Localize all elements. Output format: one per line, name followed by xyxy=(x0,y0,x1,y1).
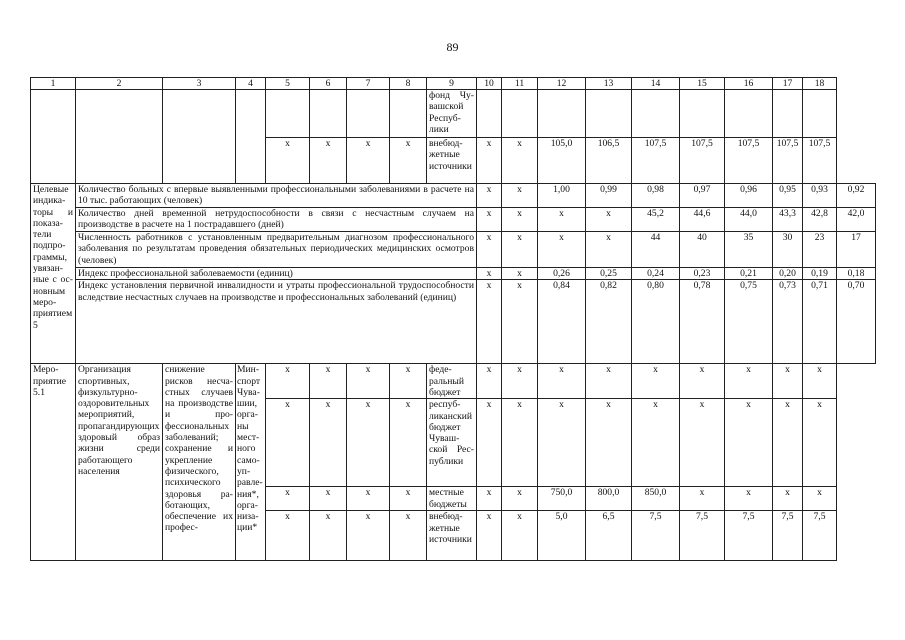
value-cell: 107,5 xyxy=(725,138,773,184)
empty-cell xyxy=(773,90,803,138)
value-cell: 23 xyxy=(803,232,837,268)
value-cell: 107,5 xyxy=(773,138,803,184)
value-cell: х xyxy=(502,280,538,364)
funding-source: местные бюджеты xyxy=(427,487,477,511)
col-header: 11 xyxy=(502,78,538,90)
indicator-row xyxy=(31,268,876,280)
value-cell: 0,75 xyxy=(725,280,773,364)
value-cell: 0,84 xyxy=(538,280,586,364)
value-cell: х xyxy=(477,280,502,364)
value-cell: х xyxy=(310,138,347,184)
value-cell: х xyxy=(538,399,586,487)
col-header: 17 xyxy=(773,78,803,90)
indicators-label: Целевые индикаторы и показатели подпрограммы, увязанные с основным мероприятием 5 xyxy=(31,184,76,364)
value-cell: 0,78 xyxy=(680,280,725,364)
value-cell: х xyxy=(347,364,390,399)
value-cell: 800,0 xyxy=(586,487,632,511)
indicator-text: Индекс профессиональной заболеваемости (единиц) xyxy=(76,268,477,280)
value-cell: х xyxy=(347,511,390,561)
indicator-row xyxy=(31,232,876,268)
value-cell: 0,26 xyxy=(538,268,586,280)
value-cell: х xyxy=(390,138,427,184)
value-cell: 44 xyxy=(632,232,680,268)
value-cell: х xyxy=(477,268,502,280)
empty-cell xyxy=(502,90,538,138)
value-cell: 0,70 xyxy=(837,280,876,364)
empty-cell xyxy=(632,90,680,138)
value-cell: 45,2 xyxy=(632,208,680,232)
value-cell: 0,19 xyxy=(803,268,837,280)
indicator-row xyxy=(31,184,876,208)
value-cell: х xyxy=(632,364,680,399)
indicator-text: Количество дней временной нетрудоспособности в связи с несчастным случаем на производстве в расчете на 1 пострадавшего (дней) xyxy=(76,208,477,232)
value-cell: х xyxy=(773,399,803,487)
value-cell: 105,0 xyxy=(538,138,586,184)
value-cell: х xyxy=(477,364,502,399)
value-cell: х xyxy=(680,487,725,511)
value-cell: 17 xyxy=(837,232,876,268)
value-cell: х xyxy=(502,511,538,561)
value-cell: х xyxy=(502,232,538,268)
empty-cell xyxy=(31,90,76,184)
col-header: 7 xyxy=(347,78,390,90)
col-header: 8 xyxy=(390,78,427,90)
funding-source: фонд Чувашской Республики xyxy=(427,90,477,138)
empty-cell xyxy=(803,90,837,138)
empty-cell xyxy=(310,90,347,138)
value-cell: х xyxy=(266,399,310,487)
value-cell: х xyxy=(390,399,427,487)
col-header: 6 xyxy=(310,78,347,90)
value-cell: 0,99 xyxy=(586,184,632,208)
empty-cell xyxy=(236,90,266,184)
funding-source: федеральный бюджет xyxy=(427,364,477,399)
col-header: 3 xyxy=(163,78,236,90)
value-cell: х xyxy=(266,487,310,511)
value-cell: х xyxy=(477,399,502,487)
table-row xyxy=(31,90,876,138)
value-cell: 0,25 xyxy=(586,268,632,280)
empty-cell xyxy=(725,90,773,138)
value-cell: х xyxy=(266,138,310,184)
value-cell: 1,00 xyxy=(538,184,586,208)
value-cell: 5,0 xyxy=(538,511,586,561)
value-cell: 42,0 xyxy=(837,208,876,232)
empty-cell xyxy=(477,90,502,138)
value-cell: х xyxy=(390,487,427,511)
value-cell: х xyxy=(538,364,586,399)
value-cell: х xyxy=(586,364,632,399)
col-header: 14 xyxy=(632,78,680,90)
value-cell: х xyxy=(680,364,725,399)
value-cell: 6,5 xyxy=(586,511,632,561)
value-cell: х xyxy=(310,399,347,487)
empty-cell xyxy=(390,90,427,138)
value-cell: 0,80 xyxy=(632,280,680,364)
value-cell: х xyxy=(803,487,837,511)
value-cell: х xyxy=(680,399,725,487)
col-header: 4 xyxy=(236,78,266,90)
value-cell: х xyxy=(632,399,680,487)
empty-cell xyxy=(76,90,163,184)
col-header: 5 xyxy=(266,78,310,90)
value-cell: х xyxy=(586,232,632,268)
measure-goal: снижение рисков несчастных случаев на производстве и профессиональных заболеваний; сохранение и укрепление физического, психического здоровья работающих, обеспечение их профес- xyxy=(163,364,236,561)
value-cell: х xyxy=(725,399,773,487)
value-cell: х xyxy=(538,208,586,232)
value-cell: 0,23 xyxy=(680,268,725,280)
value-cell: х xyxy=(773,487,803,511)
empty-cell xyxy=(163,90,236,184)
value-cell: 40 xyxy=(680,232,725,268)
value-cell: 7,5 xyxy=(632,511,680,561)
value-cell: х xyxy=(266,364,310,399)
value-cell: х xyxy=(773,364,803,399)
value-cell: х xyxy=(502,268,538,280)
value-cell: 0,98 xyxy=(632,184,680,208)
measure-row xyxy=(31,364,876,399)
value-cell: 0,97 xyxy=(680,184,725,208)
indicator-text: Индекс установления первичной инвалидности и утраты профессиональной трудоспособности вследствие несчастных случаев на производстве и профессиональных заболеваний (единиц) xyxy=(76,280,477,364)
indicator-row xyxy=(31,280,876,364)
empty-cell xyxy=(347,90,390,138)
value-cell: х xyxy=(310,487,347,511)
value-cell: х xyxy=(725,487,773,511)
measure-executor: Минспорт Чувашии, органы местного самоуправления*, организации* xyxy=(236,364,266,561)
value-cell: х xyxy=(803,399,837,487)
value-cell: х xyxy=(347,399,390,487)
value-cell: 7,5 xyxy=(803,511,837,561)
value-cell: 43,3 xyxy=(773,208,803,232)
value-cell: 7,5 xyxy=(725,511,773,561)
value-cell: х xyxy=(502,364,538,399)
value-cell: х xyxy=(477,487,502,511)
value-cell: 0,73 xyxy=(773,280,803,364)
value-cell: 0,24 xyxy=(632,268,680,280)
indicator-text: Численность работников с установленным предварительным диагнозом профессионального заболевания по результатам проведения обязательных периодических медицинских осмотров (человек) xyxy=(76,232,477,268)
value-cell: х xyxy=(538,232,586,268)
value-cell: 0,96 xyxy=(725,184,773,208)
value-cell: х xyxy=(803,364,837,399)
empty-cell xyxy=(586,90,632,138)
empty-cell xyxy=(680,90,725,138)
col-header: 15 xyxy=(680,78,725,90)
value-cell: х xyxy=(390,511,427,561)
value-cell: х xyxy=(725,364,773,399)
value-cell: 0,92 xyxy=(837,184,876,208)
value-cell: 850,0 xyxy=(632,487,680,511)
value-cell: х xyxy=(347,487,390,511)
value-cell: 7,5 xyxy=(680,511,725,561)
funding-source: внебюджетные источники xyxy=(427,511,477,561)
col-header: 13 xyxy=(586,78,632,90)
value-cell: х xyxy=(477,138,502,184)
value-cell: х xyxy=(266,511,310,561)
col-header: 12 xyxy=(538,78,586,90)
value-cell: х xyxy=(390,364,427,399)
value-cell: х xyxy=(586,399,632,487)
value-cell: х xyxy=(586,208,632,232)
value-cell: х xyxy=(477,511,502,561)
col-header: 18 xyxy=(803,78,837,90)
value-cell: х xyxy=(502,208,538,232)
empty-cell xyxy=(538,90,586,138)
indicator-text: Количество больных с впервые выявленными профессиональными заболеваниями в расчете на 10 тыс. работающих (человек) xyxy=(76,184,477,208)
measure-number: Мероприятие 5.1 xyxy=(31,364,76,561)
value-cell: х xyxy=(310,364,347,399)
value-cell: 0,93 xyxy=(803,184,837,208)
empty-cell xyxy=(266,90,310,138)
page-number: 89 xyxy=(446,40,459,54)
value-cell: 107,5 xyxy=(632,138,680,184)
column-number-row xyxy=(31,78,876,90)
value-cell: х xyxy=(347,138,390,184)
value-cell: х xyxy=(477,184,502,208)
value-cell: 44,6 xyxy=(680,208,725,232)
value-cell: 0,82 xyxy=(586,280,632,364)
value-cell: 106,5 xyxy=(586,138,632,184)
col-header: 2 xyxy=(76,78,163,90)
value-cell: 107,5 xyxy=(803,138,837,184)
value-cell: х xyxy=(502,184,538,208)
value-cell: 44,0 xyxy=(725,208,773,232)
value-cell: 7,5 xyxy=(773,511,803,561)
measure-name: Организация спортивных, физкультурно-оздоровительных мероприятий, пропагандирующих здоровый образ жизни среди работающего населения xyxy=(76,364,163,561)
indicator-row xyxy=(31,208,876,232)
col-header: 16 xyxy=(725,78,773,90)
value-cell: 0,71 xyxy=(803,280,837,364)
value-cell: 750,0 xyxy=(538,487,586,511)
value-cell: 0,21 xyxy=(725,268,773,280)
value-cell: х xyxy=(477,208,502,232)
funding-source: республиканский бюджет Чувашской Республики xyxy=(427,399,477,487)
col-header: 9 xyxy=(427,78,477,90)
col-header: 10 xyxy=(477,78,502,90)
value-cell: 0,95 xyxy=(773,184,803,208)
col-header: 1 xyxy=(31,78,76,90)
funding-source: внебюджетные источники xyxy=(427,138,477,184)
budget-table xyxy=(30,77,876,561)
value-cell: 0,18 xyxy=(837,268,876,280)
value-cell: х xyxy=(502,138,538,184)
value-cell: х xyxy=(477,232,502,268)
value-cell: х xyxy=(310,511,347,561)
value-cell: 107,5 xyxy=(680,138,725,184)
value-cell: 30 xyxy=(773,232,803,268)
value-cell: х xyxy=(502,487,538,511)
value-cell: 42,8 xyxy=(803,208,837,232)
value-cell: 35 xyxy=(725,232,773,268)
value-cell: х xyxy=(502,399,538,487)
value-cell: 0,20 xyxy=(773,268,803,280)
